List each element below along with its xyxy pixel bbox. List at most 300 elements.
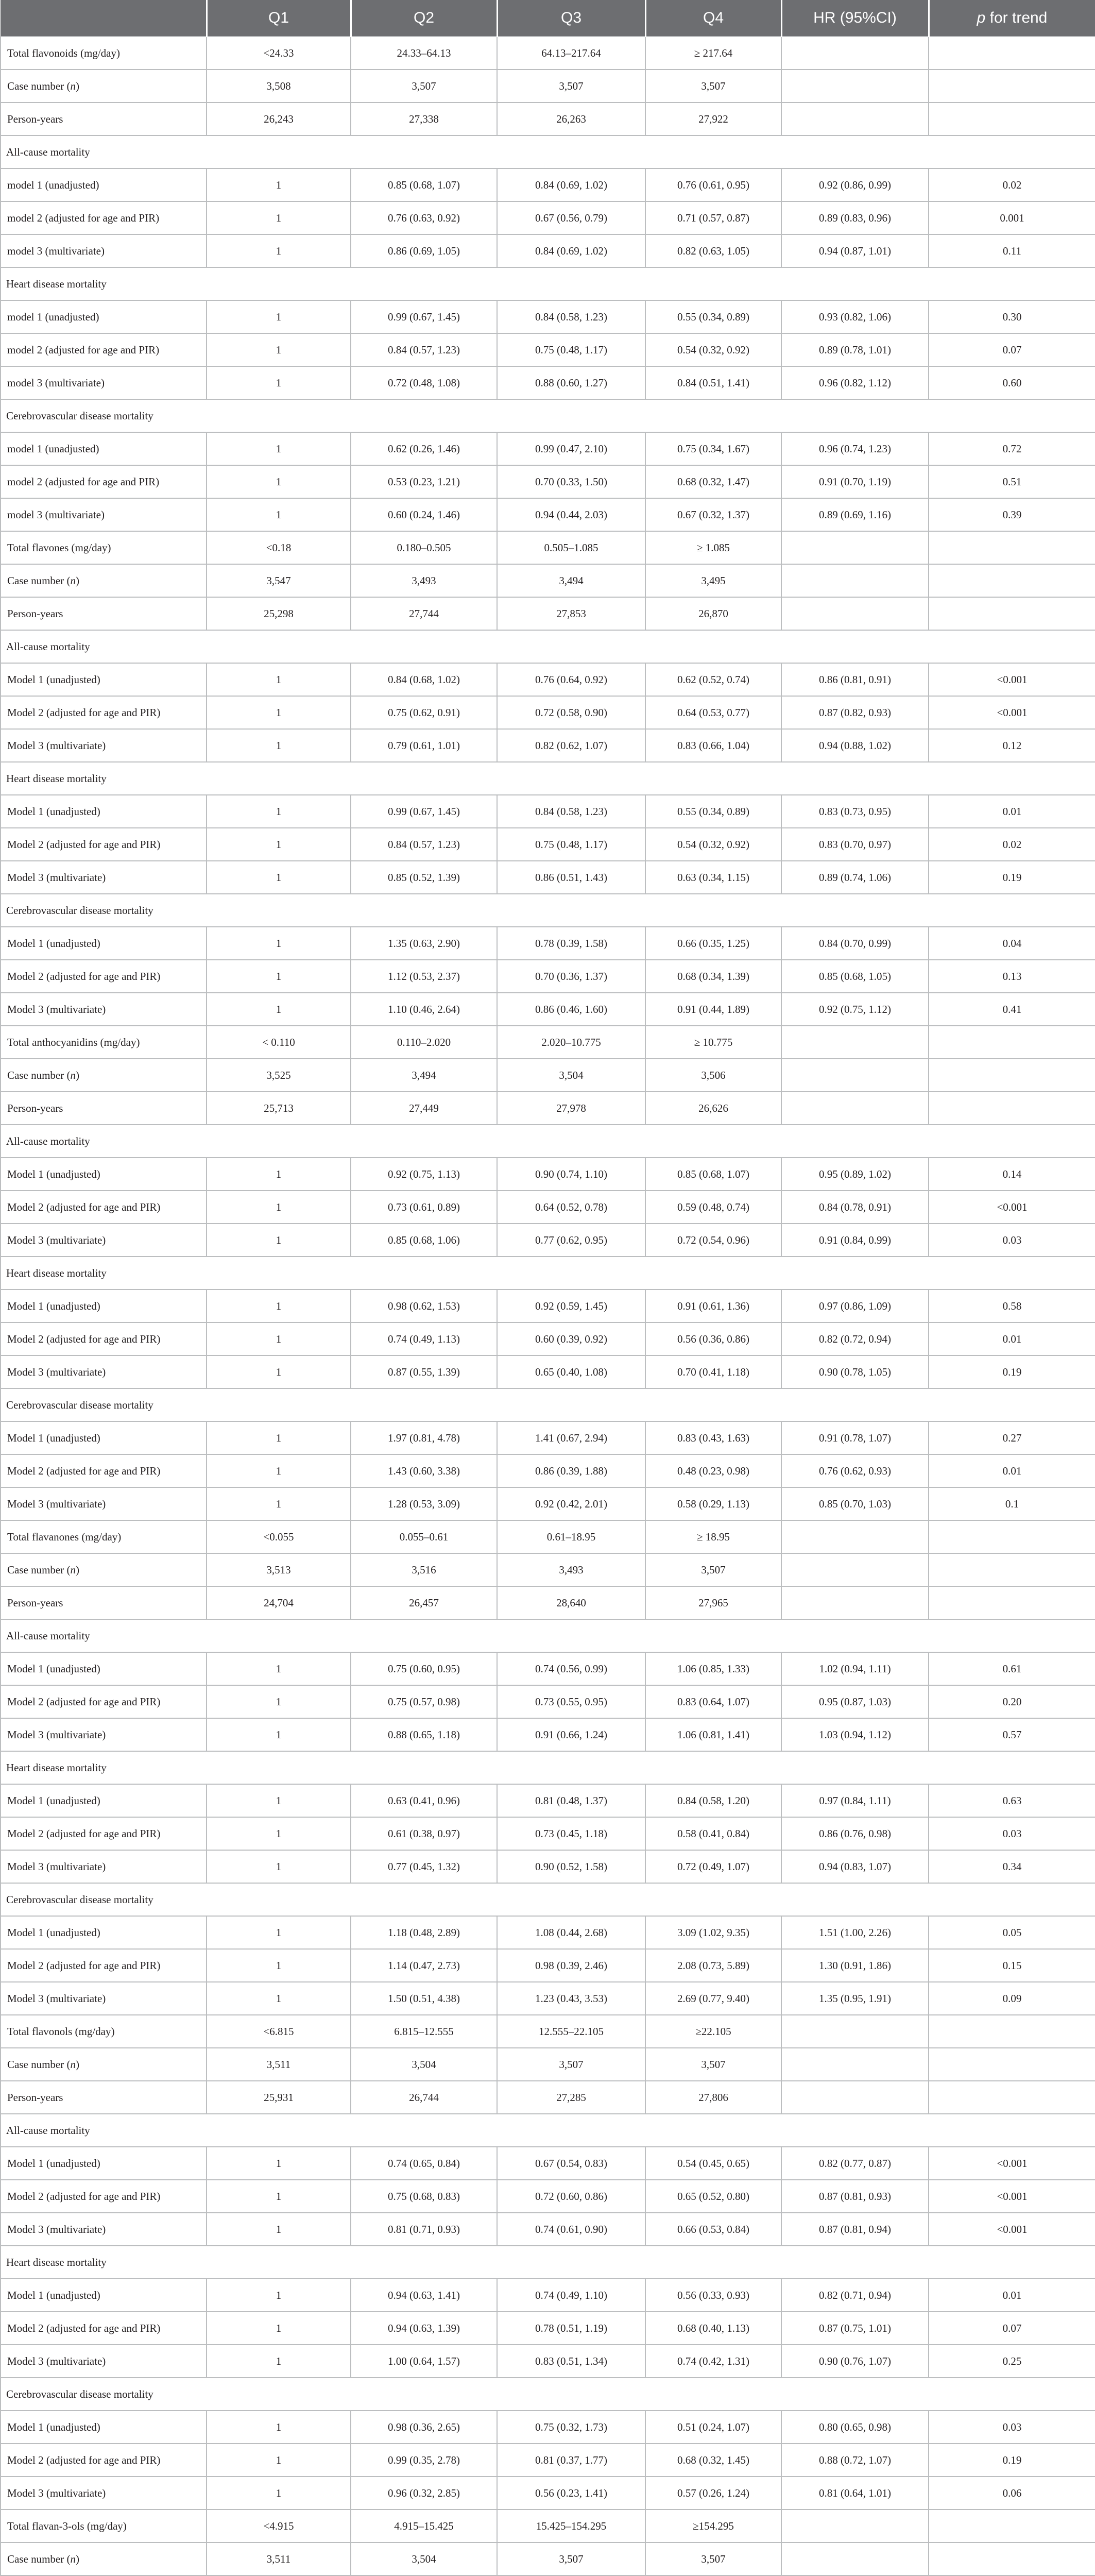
row-label: Case number (n) <box>1 1059 207 1092</box>
row-label: Model 1 (unadjusted) <box>1 927 207 960</box>
row-label: Model 3 (multivariate) <box>1 729 207 762</box>
table-row <box>1 300 1095 333</box>
cell-q1: 3,525 <box>207 1059 351 1092</box>
cell-hr: 0.96 (0.82, 1.12) <box>781 366 929 399</box>
cell-q2: 26,457 <box>351 1586 497 1619</box>
row-label: Model 3 (multivariate) <box>1 2345 207 2378</box>
cell-hr: 0.86 (0.76, 0.98) <box>781 1817 929 1850</box>
cell-hr <box>781 1520 929 1553</box>
header-q3: Q3 <box>497 0 645 37</box>
cell-q3: 0.75 (0.48, 1.17) <box>497 828 645 861</box>
cell-q2: 1.00 (0.64, 1.57) <box>351 2345 497 2378</box>
cell-q2: 0.94 (0.63, 1.39) <box>351 2312 497 2345</box>
cell-q3: 0.75 (0.32, 1.73) <box>497 2411 645 2444</box>
cell-hr <box>781 2048 929 2081</box>
table-row <box>1 1323 1095 1355</box>
table-row <box>1 1586 1095 1619</box>
cell-hr: 0.87 (0.82, 0.93) <box>781 696 929 729</box>
cell-q3: 0.90 (0.52, 1.58) <box>497 1850 645 1883</box>
cell-q1: <4.915 <box>207 2510 351 2543</box>
cell-hr <box>781 1092 929 1125</box>
cell-q2: 0.75 (0.57, 0.98) <box>351 1685 497 1718</box>
cell-q2: 0.75 (0.60, 0.95) <box>351 1652 497 1685</box>
cell-p: 0.57 <box>929 1718 1095 1751</box>
cell-p: <0.001 <box>929 1191 1095 1224</box>
cell-q4: 2.08 (0.73, 5.89) <box>645 1949 781 1982</box>
cell-q2: 0.84 (0.57, 1.23) <box>351 333 497 366</box>
cell-q2: 1.97 (0.81, 4.78) <box>351 1421 497 1454</box>
row-label: model 1 (unadjusted) <box>1 300 207 333</box>
cell-q4: 27,965 <box>645 1586 781 1619</box>
cell-q4: 0.51 (0.24, 1.07) <box>645 2411 781 2444</box>
cell-q4: 0.67 (0.32, 1.37) <box>645 498 781 531</box>
table-row <box>1 1026 1095 1059</box>
cell-q4: 0.91 (0.61, 1.36) <box>645 1290 781 1323</box>
cell-q1: 1 <box>207 2345 351 2378</box>
cell-q3: 0.74 (0.61, 0.90) <box>497 2213 645 2246</box>
cell-hr <box>781 1586 929 1619</box>
cell-hr <box>781 531 929 564</box>
cell-q2: 0.98 (0.62, 1.53) <box>351 1290 497 1323</box>
table-row <box>1 597 1095 630</box>
cell-q3: 0.64 (0.52, 0.78) <box>497 1191 645 1224</box>
cell-q4: ≥ 18.95 <box>645 1520 781 1553</box>
cell-p: 0.001 <box>929 201 1095 234</box>
cell-p <box>929 2081 1095 2114</box>
table-row <box>1 432 1095 465</box>
cell-q4: 0.58 (0.29, 1.13) <box>645 1487 781 1520</box>
cell-q1: 1 <box>207 1224 351 1257</box>
cell-hr: 0.83 (0.73, 0.95) <box>781 795 929 828</box>
cell-q2: 3,504 <box>351 2048 497 2081</box>
table-row <box>1 993 1095 1026</box>
cell-q1: <6.815 <box>207 2015 351 2048</box>
cell-q4: 3,506 <box>645 1059 781 1092</box>
cell-q1: 25,713 <box>207 1092 351 1125</box>
table-row <box>1 2180 1095 2213</box>
cell-hr: 1.51 (1.00, 2.26) <box>781 1916 929 1949</box>
section-title: All-cause mortality <box>1 135 1095 168</box>
cell-p: 0.04 <box>929 927 1095 960</box>
cell-q3: 3,507 <box>497 2543 645 2575</box>
cell-q2: 0.74 (0.49, 1.13) <box>351 1323 497 1355</box>
cell-q1: 1 <box>207 1421 351 1454</box>
cell-q3: 0.82 (0.62, 1.07) <box>497 729 645 762</box>
cell-q3: 0.74 (0.49, 1.10) <box>497 2279 645 2312</box>
section-title: Heart disease mortality <box>1 267 1095 300</box>
cell-p: 0.15 <box>929 1949 1095 1982</box>
cell-q4: 1.06 (0.81, 1.41) <box>645 1718 781 1751</box>
cell-q3: 0.83 (0.51, 1.34) <box>497 2345 645 2378</box>
table-row <box>1 2444 1095 2477</box>
cell-p <box>929 2015 1095 2048</box>
cell-q1: 1 <box>207 1982 351 2015</box>
cell-q4: 26,870 <box>645 597 781 630</box>
table-row <box>1 168 1095 201</box>
table-row <box>1 960 1095 993</box>
cell-p: <0.001 <box>929 2213 1095 2246</box>
cell-hr: 0.91 (0.84, 0.99) <box>781 1224 929 1257</box>
cell-p <box>929 1553 1095 1586</box>
cell-hr: 0.92 (0.86, 0.99) <box>781 168 929 201</box>
cell-hr <box>781 1553 929 1586</box>
row-label: Model 3 (multivariate) <box>1 1718 207 1751</box>
cell-q1: 1 <box>207 1355 351 1388</box>
row-label: Model 1 (unadjusted) <box>1 795 207 828</box>
header-p-symbol: p <box>977 9 986 26</box>
table-row <box>1 1224 1095 1257</box>
cell-q1: 1 <box>207 1916 351 1949</box>
section-title: All-cause mortality <box>1 630 1095 663</box>
cell-p: 0.01 <box>929 1323 1095 1355</box>
table-body <box>1 37 1095 2576</box>
cell-q3: 0.67 (0.56, 0.79) <box>497 201 645 234</box>
row-label: model 3 (multivariate) <box>1 366 207 399</box>
cell-q3: 0.505–1.085 <box>497 531 645 564</box>
section-header-row <box>1 1619 1095 1652</box>
cell-p: <0.001 <box>929 663 1095 696</box>
cell-q4: 3.09 (1.02, 9.35) <box>645 1916 781 1949</box>
row-label: model 3 (multivariate) <box>1 498 207 531</box>
cell-q1: 1 <box>207 960 351 993</box>
cell-q1: 1 <box>207 663 351 696</box>
cell-q4: 0.84 (0.58, 1.20) <box>645 1784 781 1817</box>
cell-q4: ≥ 1.085 <box>645 531 781 564</box>
row-label: Model 1 (unadjusted) <box>1 2411 207 2444</box>
cell-p <box>929 564 1095 597</box>
table-row <box>1 729 1095 762</box>
section-header-row <box>1 399 1095 432</box>
cell-hr <box>781 103 929 135</box>
row-label: Model 2 (adjusted for age and PIR) <box>1 696 207 729</box>
cell-q3: 0.75 (0.48, 1.17) <box>497 333 645 366</box>
section-header-row <box>1 1388 1095 1421</box>
cell-hr <box>781 2510 929 2543</box>
cell-q1: 1 <box>207 1784 351 1817</box>
cell-q3: 3,493 <box>497 1553 645 1586</box>
table-row <box>1 1949 1095 1982</box>
cell-q2: 0.99 (0.35, 2.78) <box>351 2444 497 2477</box>
cell-hr: 0.81 (0.64, 1.01) <box>781 2477 929 2510</box>
cell-q1: 1 <box>207 465 351 498</box>
cell-q3: 0.99 (0.47, 2.10) <box>497 432 645 465</box>
header-label-column <box>1 0 207 37</box>
section-title: All-cause mortality <box>1 1125 1095 1158</box>
cell-q1: 1 <box>207 1685 351 1718</box>
cell-q2: 3,494 <box>351 1059 497 1092</box>
cell-q4: 0.66 (0.35, 1.25) <box>645 927 781 960</box>
cell-hr: 0.84 (0.70, 0.99) <box>781 927 929 960</box>
cell-p: 0.13 <box>929 960 1095 993</box>
cell-q3: 0.56 (0.23, 1.41) <box>497 2477 645 2510</box>
cell-hr: 0.90 (0.76, 1.07) <box>781 2345 929 2378</box>
cell-q3: 0.92 (0.59, 1.45) <box>497 1290 645 1323</box>
cell-p: 0.03 <box>929 1224 1095 1257</box>
cell-q4: 0.75 (0.34, 1.67) <box>645 432 781 465</box>
cell-q2: 0.74 (0.65, 0.84) <box>351 2147 497 2180</box>
cell-q1: 1 <box>207 300 351 333</box>
cell-q1: 1 <box>207 1454 351 1487</box>
table-row <box>1 927 1095 960</box>
cell-q2: 27,449 <box>351 1092 497 1125</box>
cell-q1: 3,508 <box>207 70 351 103</box>
cell-q4: 0.68 (0.32, 1.45) <box>645 2444 781 2477</box>
cell-q3: 0.84 (0.69, 1.02) <box>497 234 645 267</box>
table-row <box>1 201 1095 234</box>
cell-q4: 0.65 (0.52, 0.80) <box>645 2180 781 2213</box>
cell-q2: 0.60 (0.24, 1.46) <box>351 498 497 531</box>
cell-q4: 0.72 (0.49, 1.07) <box>645 1850 781 1883</box>
cell-q4: 0.76 (0.61, 0.95) <box>645 168 781 201</box>
cell-q3: 0.70 (0.33, 1.50) <box>497 465 645 498</box>
table-row <box>1 663 1095 696</box>
cell-q4: 0.74 (0.42, 1.31) <box>645 2345 781 2378</box>
cell-q2: 27,338 <box>351 103 497 135</box>
row-label: Model 2 (adjusted for age and PIR) <box>1 1323 207 1355</box>
cell-q3: 0.92 (0.42, 2.01) <box>497 1487 645 1520</box>
cell-q3: 0.86 (0.39, 1.88) <box>497 1454 645 1487</box>
row-label: Model 1 (unadjusted) <box>1 1652 207 1685</box>
cell-p: 0.41 <box>929 993 1095 1026</box>
cell-q3: 0.61–18.95 <box>497 1520 645 1553</box>
cell-q1: 1 <box>207 2279 351 2312</box>
section-header-row <box>1 135 1095 168</box>
cell-q3: 0.72 (0.60, 0.86) <box>497 2180 645 2213</box>
cell-q2: 0.84 (0.57, 1.23) <box>351 828 497 861</box>
row-label: Total anthocyanidins (mg/day) <box>1 1026 207 1059</box>
cell-q4: 0.54 (0.45, 0.65) <box>645 2147 781 2180</box>
header-hr: HR (95%CI) <box>781 0 929 37</box>
cell-q2: 3,516 <box>351 1553 497 1586</box>
cell-q4: 0.56 (0.36, 0.86) <box>645 1323 781 1355</box>
cell-p: 0.19 <box>929 1355 1095 1388</box>
table-row <box>1 2477 1095 2510</box>
header-p-for-trend <box>929 0 1095 37</box>
table-row <box>1 2048 1095 2081</box>
cell-hr: 0.87 (0.81, 0.93) <box>781 2180 929 2213</box>
cell-q3: 0.78 (0.51, 1.19) <box>497 2312 645 2345</box>
row-label: Total flavones (mg/day) <box>1 531 207 564</box>
cell-p: 0.01 <box>929 2279 1095 2312</box>
row-label: Person-years <box>1 1586 207 1619</box>
cell-p: 0.20 <box>929 1685 1095 1718</box>
cell-p: 0.03 <box>929 1817 1095 1850</box>
section-title: Heart disease mortality <box>1 1751 1095 1784</box>
row-label: Total flavanones (mg/day) <box>1 1520 207 1553</box>
section-header-row <box>1 1257 1095 1290</box>
cell-q1: 25,298 <box>207 597 351 630</box>
cell-q4: 0.85 (0.68, 1.07) <box>645 1158 781 1191</box>
table-row <box>1 234 1095 267</box>
cell-p: 0.1 <box>929 1487 1095 1520</box>
row-label: model 1 (unadjusted) <box>1 168 207 201</box>
row-label: Model 1 (unadjusted) <box>1 1158 207 1191</box>
cell-q1: 1 <box>207 2180 351 2213</box>
section-title: Cerebrovascular disease mortality <box>1 399 1095 432</box>
cell-q4: 0.54 (0.32, 0.92) <box>645 333 781 366</box>
cell-p <box>929 2543 1095 2575</box>
row-label: model 2 (adjusted for age and PIR) <box>1 333 207 366</box>
cell-q2: 0.53 (0.23, 1.21) <box>351 465 497 498</box>
cell-q3: 0.73 (0.55, 0.95) <box>497 1685 645 1718</box>
row-label: Total flavonols (mg/day) <box>1 2015 207 2048</box>
cell-q3: 0.73 (0.45, 1.18) <box>497 1817 645 1850</box>
cell-q4: 0.70 (0.41, 1.18) <box>645 1355 781 1388</box>
cell-q1: 1 <box>207 498 351 531</box>
cell-q4: ≥ 10.775 <box>645 1026 781 1059</box>
cell-q4: 27,806 <box>645 2081 781 2114</box>
cell-q2: 27,744 <box>351 597 497 630</box>
section-title: Cerebrovascular disease mortality <box>1 894 1095 927</box>
table-row <box>1 1520 1095 1553</box>
cell-q2: 0.62 (0.26, 1.46) <box>351 432 497 465</box>
cell-p: 0.07 <box>929 333 1095 366</box>
cell-q4: 0.71 (0.57, 0.87) <box>645 201 781 234</box>
cell-q1: 1 <box>207 2147 351 2180</box>
table-row <box>1 1421 1095 1454</box>
cell-q3: 1.41 (0.67, 2.94) <box>497 1421 645 1454</box>
row-label: Model 2 (adjusted for age and PIR) <box>1 2180 207 2213</box>
table-row <box>1 1454 1095 1487</box>
cell-q2: 0.98 (0.36, 2.65) <box>351 2411 497 2444</box>
cell-hr: 0.87 (0.75, 1.01) <box>781 2312 929 2345</box>
cell-q3: 64.13–217.64 <box>497 37 645 70</box>
cell-q4: 0.63 (0.34, 1.15) <box>645 861 781 894</box>
cell-q2: 1.28 (0.53, 3.09) <box>351 1487 497 1520</box>
cell-q3: 27,853 <box>497 597 645 630</box>
cell-q2: 1.43 (0.60, 3.38) <box>351 1454 497 1487</box>
row-label: Case number (n) <box>1 1553 207 1586</box>
table-row <box>1 1652 1095 1685</box>
cell-q4: 27,922 <box>645 103 781 135</box>
table-row <box>1 1850 1095 1883</box>
section-header-row <box>1 267 1095 300</box>
cell-hr <box>781 597 929 630</box>
cell-hr: 0.88 (0.72, 1.07) <box>781 2444 929 2477</box>
cell-q2: 0.72 (0.48, 1.08) <box>351 366 497 399</box>
cell-hr: 0.91 (0.70, 1.19) <box>781 465 929 498</box>
cell-q4: 0.57 (0.26, 1.24) <box>645 2477 781 2510</box>
cell-hr: 0.80 (0.65, 0.98) <box>781 2411 929 2444</box>
table-row <box>1 1685 1095 1718</box>
cell-q2: 0.76 (0.63, 0.92) <box>351 201 497 234</box>
cell-q4: 0.56 (0.33, 0.93) <box>645 2279 781 2312</box>
cell-q1: 1 <box>207 828 351 861</box>
cell-q2: 0.63 (0.41, 0.96) <box>351 1784 497 1817</box>
cell-hr: 1.30 (0.91, 1.86) <box>781 1949 929 1982</box>
cell-q1: 1 <box>207 927 351 960</box>
row-label: Model 1 (unadjusted) <box>1 1784 207 1817</box>
table-row <box>1 696 1095 729</box>
header-q2: Q2 <box>351 0 497 37</box>
cell-q4: 0.72 (0.54, 0.96) <box>645 1224 781 1257</box>
row-label: Case number (n) <box>1 2543 207 2575</box>
row-label: Model 3 (multivariate) <box>1 1224 207 1257</box>
cell-q2: 0.84 (0.68, 1.02) <box>351 663 497 696</box>
cell-q3: 3,504 <box>497 1059 645 1092</box>
cell-p <box>929 37 1095 70</box>
cell-p: 0.19 <box>929 2444 1095 2477</box>
cell-hr: 1.35 (0.95, 1.91) <box>781 1982 929 2015</box>
cell-q4: 0.68 (0.40, 1.13) <box>645 2312 781 2345</box>
cell-q3: 1.08 (0.44, 2.68) <box>497 1916 645 1949</box>
cell-q2: 0.86 (0.69, 1.05) <box>351 234 497 267</box>
cell-q3: 0.60 (0.39, 0.92) <box>497 1323 645 1355</box>
table-row <box>1 2510 1095 2543</box>
cell-p <box>929 2510 1095 2543</box>
cell-p: <0.001 <box>929 2147 1095 2180</box>
section-title: Cerebrovascular disease mortality <box>1 1883 1095 1916</box>
cell-hr: 0.84 (0.78, 0.91) <box>781 1191 929 1224</box>
cell-q3: 27,285 <box>497 2081 645 2114</box>
cell-hr: 0.97 (0.84, 1.11) <box>781 1784 929 1817</box>
cell-q3: 0.86 (0.51, 1.43) <box>497 861 645 894</box>
row-label: Model 3 (multivariate) <box>1 993 207 1026</box>
section-header-row <box>1 1125 1095 1158</box>
cell-q2: 1.35 (0.63, 2.90) <box>351 927 497 960</box>
cell-q2: 3,504 <box>351 2543 497 2575</box>
cell-q3: 0.86 (0.46, 1.60) <box>497 993 645 1026</box>
cell-hr: 0.82 (0.71, 0.94) <box>781 2279 929 2312</box>
cell-q3: 0.81 (0.37, 1.77) <box>497 2444 645 2477</box>
cell-q2: 1.50 (0.51, 4.38) <box>351 1982 497 2015</box>
cell-q3: 3,494 <box>497 564 645 597</box>
table-row <box>1 37 1095 70</box>
cell-hr: 0.94 (0.87, 1.01) <box>781 234 929 267</box>
cell-q2: 0.85 (0.68, 1.06) <box>351 1224 497 1257</box>
cell-p: 0.14 <box>929 1158 1095 1191</box>
cell-q4: 3,495 <box>645 564 781 597</box>
cell-q1: 1 <box>207 2213 351 2246</box>
cell-p: 0.27 <box>929 1421 1095 1454</box>
cell-hr: 1.02 (0.94, 1.11) <box>781 1652 929 1685</box>
cell-p: 0.06 <box>929 2477 1095 2510</box>
cell-q4: ≥ 217.64 <box>645 37 781 70</box>
cell-p <box>929 70 1095 103</box>
cell-q3: 0.98 (0.39, 2.46) <box>497 1949 645 1982</box>
cell-q3: 0.84 (0.58, 1.23) <box>497 300 645 333</box>
cell-q3: 0.91 (0.66, 1.24) <box>497 1718 645 1751</box>
table-row <box>1 1191 1095 1224</box>
cell-q4: 0.84 (0.51, 1.41) <box>645 366 781 399</box>
cell-q3: 0.88 (0.60, 1.27) <box>497 366 645 399</box>
cell-q1: 1 <box>207 2411 351 2444</box>
cell-q1: 1 <box>207 234 351 267</box>
cell-q2: 6.815–12.555 <box>351 2015 497 2048</box>
cell-q4: ≥154.295 <box>645 2510 781 2543</box>
cell-hr: 0.85 (0.68, 1.05) <box>781 960 929 993</box>
cell-q1: 1 <box>207 168 351 201</box>
cell-p: 0.30 <box>929 300 1095 333</box>
cell-p: 0.39 <box>929 498 1095 531</box>
cell-p: 0.11 <box>929 234 1095 267</box>
row-label: Total flavan-3-ols (mg/day) <box>1 2510 207 2543</box>
cell-q4: 2.69 (0.77, 9.40) <box>645 1982 781 2015</box>
table-row <box>1 2081 1095 2114</box>
cell-p: 0.19 <box>929 861 1095 894</box>
cell-q3: 12.555–22.105 <box>497 2015 645 2048</box>
cell-q3: 28,640 <box>497 1586 645 1619</box>
cell-q1: 1 <box>207 1158 351 1191</box>
cell-q2: 0.96 (0.32, 2.85) <box>351 2477 497 2510</box>
cell-q2: 0.85 (0.68, 1.07) <box>351 168 497 201</box>
cell-q3: 15.425–154.295 <box>497 2510 645 2543</box>
row-label: Case number (n) <box>1 70 207 103</box>
section-header-row <box>1 762 1095 795</box>
cell-q1: 1 <box>207 1718 351 1751</box>
cell-hr: 0.94 (0.88, 1.02) <box>781 729 929 762</box>
cell-p: 0.09 <box>929 1982 1095 2015</box>
